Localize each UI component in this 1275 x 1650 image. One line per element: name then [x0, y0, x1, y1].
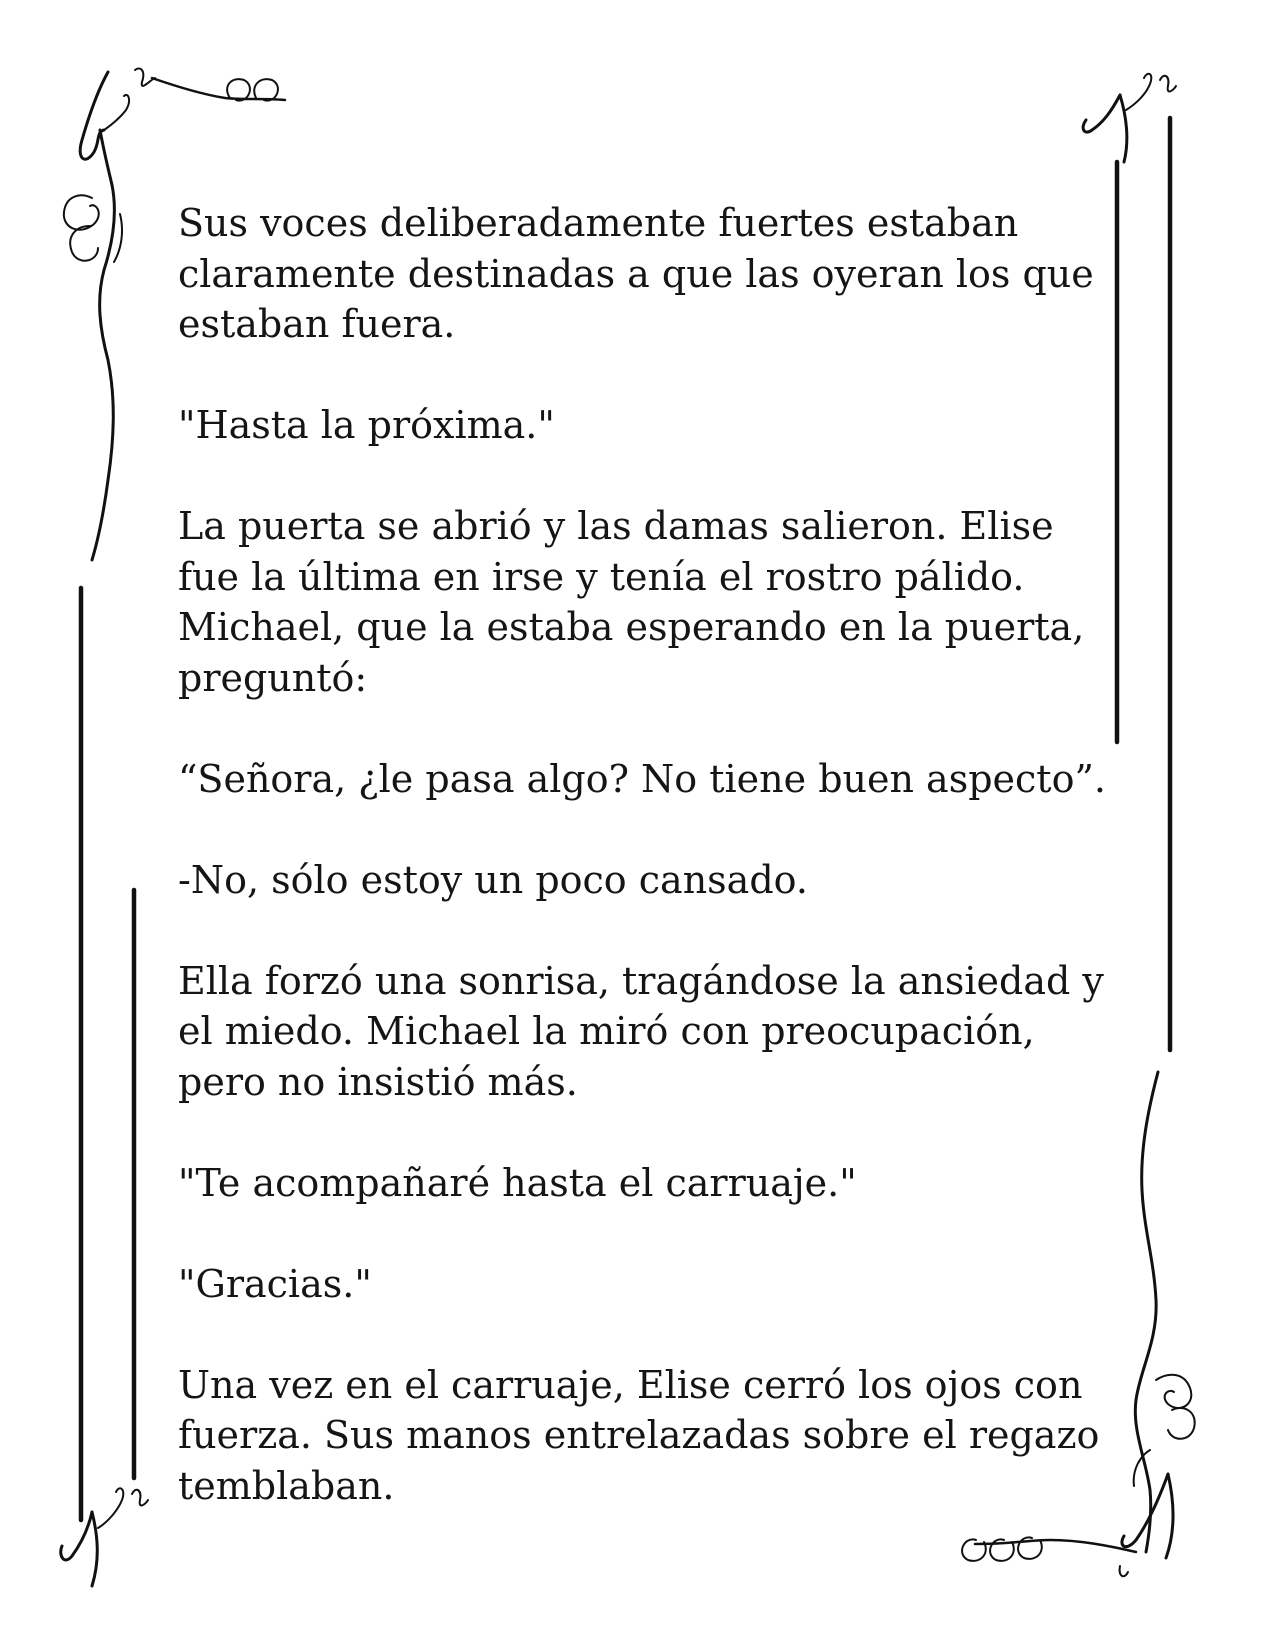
- paragraph: Sus voces deliberadamente fuertes estaban claramente destinadas a que las oyeran los que estaban fuera.: [178, 201, 1094, 346]
- bottom-left-flourish-icon: [61, 1488, 148, 1586]
- paragraph: Ella forzó una sonrisa, tragándose la ansiedad y el miedo. Michael la miró con preocupación, pero no insistió más.: [178, 958, 1104, 1104]
- paragraph: La puerta se abrió y las damas salieron. Elise fue la última en irse y tenía el rostro pálido. Michael, que la estaba esperando en la puerta, preguntó:: [178, 504, 1085, 700]
- top-right-flourish-icon: [1083, 74, 1176, 162]
- paragraph: "Gracias.": [178, 1261, 372, 1306]
- paragraph: "Te acompañaré hasta el carruaje.": [178, 1160, 857, 1205]
- story-text: [178, 198, 1108, 1511]
- paragraph: Una vez en el carruaje, Elise cerró los ojos con fuerza. Sus manos entrelazadas sobre el regazo temblaban.: [178, 1362, 1100, 1508]
- paragraph: "Hasta la próxima.": [178, 403, 555, 447]
- paragraph: “Señora, ¿le pasa algo? No tiene buen aspecto”.: [178, 756, 1106, 801]
- paragraph: -No, sólo estoy un poco cansado.: [178, 857, 808, 902]
